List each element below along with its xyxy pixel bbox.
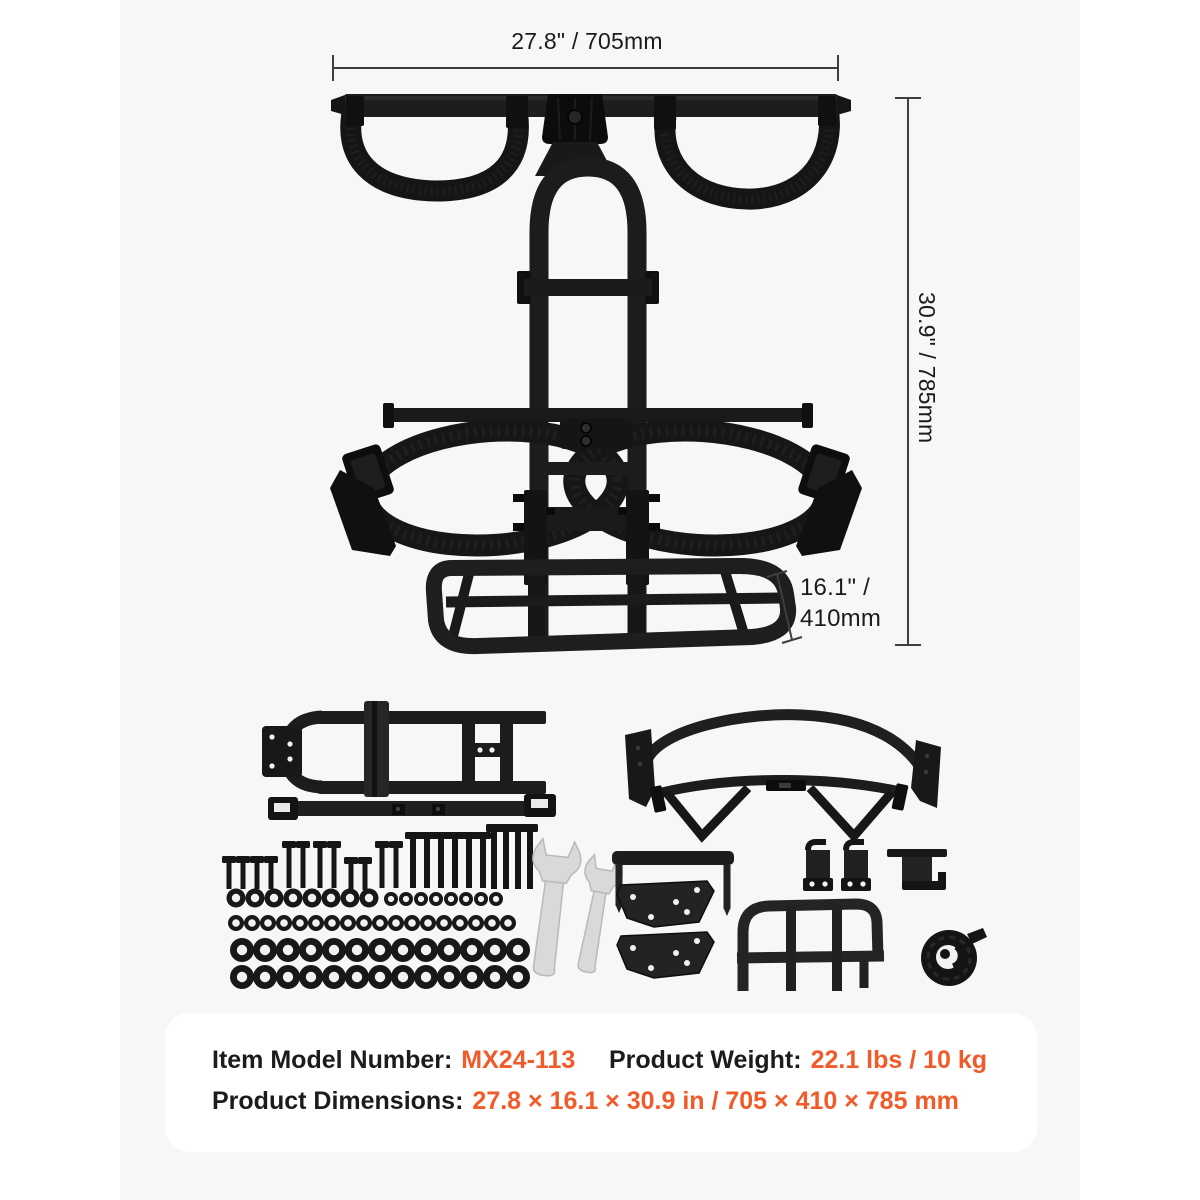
product-dimensions-value: 27.8 × 16.1 × 30.9 in / 705 × 410 × 785 mm xyxy=(472,1087,959,1115)
washer-set-large xyxy=(230,938,530,989)
model-number-row xyxy=(212,1046,575,1075)
depth-dimension-label xyxy=(800,572,881,634)
product-weight-row xyxy=(609,1046,987,1075)
product-dimensions-row xyxy=(212,1087,959,1116)
center-buckle xyxy=(542,94,608,144)
j-hook-bracket-left xyxy=(803,842,833,891)
lower-strap-loops xyxy=(330,419,862,556)
product-dimensions-label: Product Dimensions: xyxy=(212,1087,464,1115)
depth-dimension-line2: 410mm xyxy=(800,605,882,632)
washer-set-small xyxy=(228,915,516,931)
mounting-plate-upper xyxy=(617,881,714,927)
base-tray xyxy=(434,566,788,646)
bolt-set xyxy=(222,824,538,890)
depth-dimension-line1: 16.1" / xyxy=(800,574,870,601)
height-dimension-label: 30.9" / 785mm xyxy=(914,292,940,444)
model-number-label: Item Model Number: xyxy=(212,1046,453,1074)
included-parts xyxy=(222,701,987,991)
width-dimension-label: 27.8" / 705mm xyxy=(511,28,663,54)
main-rack xyxy=(330,94,862,648)
mounting-plate-lower xyxy=(617,932,714,978)
model-number-value: MX24-113 xyxy=(461,1046,576,1074)
extension-arm-frame xyxy=(262,701,546,797)
t-bracket xyxy=(887,849,947,890)
guard-rail-bracket xyxy=(737,904,884,991)
hex-nut-set xyxy=(227,889,504,908)
flat-mounting-bar xyxy=(268,794,556,820)
product-weight-label: Product Weight: xyxy=(609,1046,802,1074)
strap-frame-assembly xyxy=(649,780,908,836)
rolled-strap xyxy=(921,928,987,986)
product-info-card xyxy=(165,1013,1037,1152)
center-strap-plate xyxy=(560,419,632,449)
product-weight-value: 22.1 lbs / 10 kg xyxy=(810,1046,988,1074)
j-hook-bracket-right xyxy=(841,842,871,891)
